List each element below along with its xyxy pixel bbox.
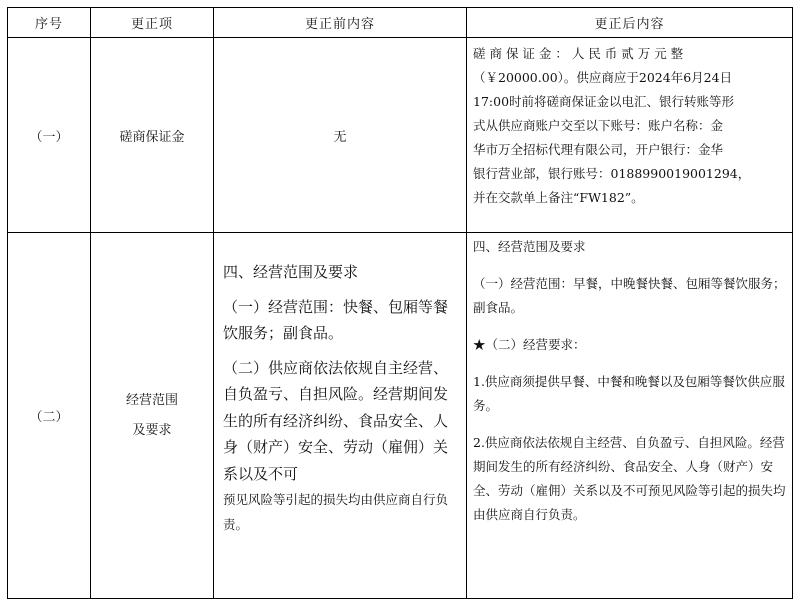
row2-after-heading: 四、经营范围及要求 — [473, 239, 586, 254]
row1-item: 磋商保证金 — [91, 38, 214, 233]
row1-after-line: 磋 商 保 证 金 ： 人 民 币 贰 万 元 整 — [473, 46, 684, 61]
row2-item-line: 经营范围 — [125, 392, 178, 408]
row1-after-line: （￥20000.00）。供应商应于2024年6月24日 — [473, 70, 733, 85]
row2-item-line: 及要求 — [132, 422, 172, 438]
row2-before-heading: 四、经营范围及要求 — [223, 263, 359, 281]
row1-after-line: 并在交款单上备注“FW182”。 — [473, 190, 644, 205]
table-header-row — [8, 8, 793, 38]
table-row — [8, 38, 793, 233]
row2-item — [91, 233, 214, 599]
table-row — [8, 233, 793, 599]
header-before: 更正前内容 — [214, 8, 467, 38]
row2-after-requirement-heading: ★（二）经营要求： — [473, 337, 586, 352]
row2-after-scope: （一）经营范围：早餐，中晚餐快餐、包厢等餐饮服务；副食品。 — [473, 276, 786, 315]
row2-before-requirement-tail: 预见风险等引起的损失均由供应商自行负责。 — [223, 492, 449, 532]
row1-no: （一） — [8, 38, 91, 233]
row1-after-line: 华市万全招标代理有限公司，开户银行：金华 — [473, 142, 724, 157]
header-item: 更正项 — [91, 8, 214, 38]
row2-after-requirement-2: 2.供应商依法依规自主经营、自负盈亏、自担风险。经营期间发生的所有经济纠纷、食品安全、人身（财产）安全、劳动（雇佣）关系以及不可预见风险等引起的损失均由供应商自行负责。 — [473, 435, 786, 522]
row2-before-scope: （一）经营范围：快餐、包厢等餐饮服务；副食品。 — [223, 297, 449, 342]
header-after: 更正后内容 — [467, 8, 793, 38]
row2-after-requirement-1: 1.供应商须提供早餐、中餐和晚餐以及包厢等餐饮供应服务。 — [473, 374, 785, 413]
correction-table — [7, 7, 793, 599]
row1-after-line: 17:00时前将磋商保证金以电汇、银行转账等形 — [473, 94, 735, 109]
row2-before — [214, 233, 467, 599]
row1-after — [467, 38, 793, 233]
row2-before-requirement: （二）供应商依法依规自主经营、自负盈亏、自担风险。经营期间发生的所有经济纠纷、食品安全、人身（财产）安全、劳动（雇佣）关系以及不可 — [223, 358, 449, 483]
row2-no: （二） — [8, 233, 91, 599]
row2-after — [467, 233, 793, 599]
row1-before: 无 — [214, 38, 467, 233]
row1-after-line: 银行营业部，银行账号：0188990019001294， — [473, 166, 751, 181]
row1-after-line: 式从供应商账户交至以下账号：账户名称：金 — [473, 118, 724, 133]
header-no: 序号 — [8, 8, 91, 38]
